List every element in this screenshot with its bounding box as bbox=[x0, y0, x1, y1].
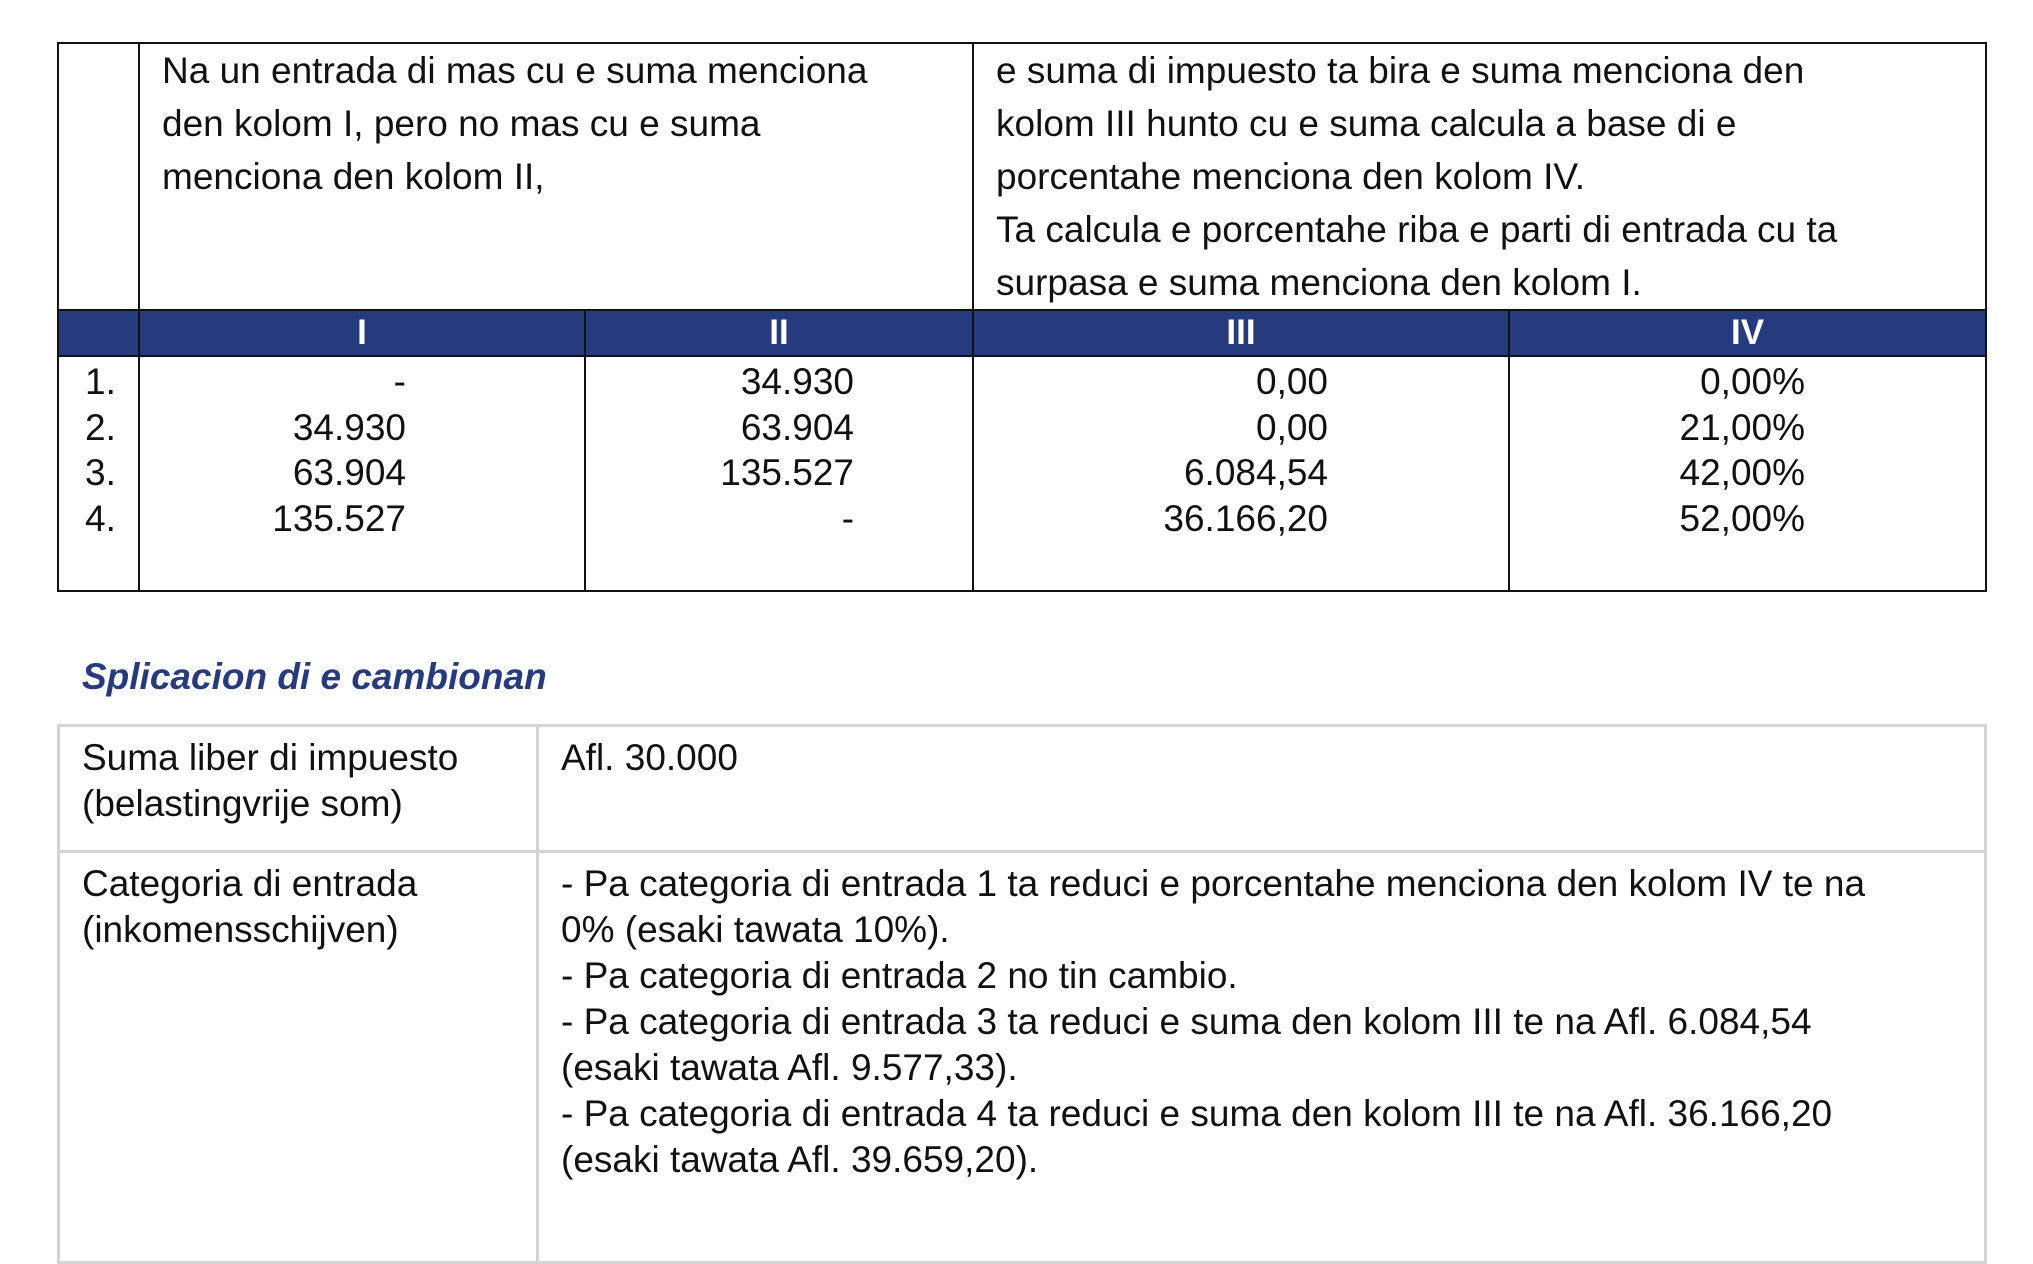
cell-value: 135.527 bbox=[272, 497, 406, 539]
changes-table bbox=[57, 724, 1987, 1264]
row-label: Suma liber di impuesto (belastingvrije som) bbox=[59, 726, 538, 852]
cell-value: 63.904 bbox=[292, 452, 406, 493]
row-label: Categoria di entrada (inkomensschijven) bbox=[59, 852, 538, 1263]
header-blank bbox=[58, 310, 139, 356]
tax-free-amount-row bbox=[59, 726, 1986, 852]
cell-value: - bbox=[841, 497, 855, 539]
header-col-2: II bbox=[585, 310, 973, 356]
column-3-values bbox=[973, 356, 1509, 591]
row-number: 3. bbox=[85, 452, 116, 493]
row-number: 1. bbox=[85, 361, 116, 402]
cell-value: 52,00% bbox=[1679, 497, 1806, 539]
column-header-row bbox=[58, 310, 1986, 356]
cell-value: 36.166,20 bbox=[1163, 497, 1329, 539]
cell-value: 6.084,54 bbox=[1183, 452, 1329, 493]
cell-value: 34.930 bbox=[740, 361, 855, 402]
cell-value: 0,00 bbox=[1256, 361, 1329, 402]
column-1-values bbox=[139, 356, 585, 591]
section-heading: Splicacion di e cambionan bbox=[82, 656, 547, 697]
row-content: Afl. 30.000 bbox=[538, 726, 1986, 852]
cell-value: 63.904 bbox=[740, 406, 855, 448]
column-4-values bbox=[1509, 356, 1986, 591]
header-col-4: IV bbox=[1509, 310, 1986, 356]
cell-value: 0,00 bbox=[1256, 406, 1329, 448]
row-content: - Pa categoria di entrada 1 ta reduci e porcentahe menciona den kolom IV te na 0% (esaki tawata 10%). - Pa categoria di entrada 2 no tin cambio. - Pa categoria di entrada 3 ta reduci e suma den kolom III te na Afl. 6.084,54 (esaki tawata Afl. 9.577,33). - Pa categoria di entrada 4 ta reduci e suma den kolom III te na Afl. 36.166,20 (esaki tawata Afl. 39.659,20). bbox=[538, 852, 1986, 1263]
row-number: 2. bbox=[85, 406, 116, 448]
cell-value: 21,00% bbox=[1679, 406, 1806, 448]
description-right: e suma di impuesto ta bira e suma menciona den kolom III hunto cu e suma calcula a base di e porcentahe menciona den kolom IV. Ta calcula e porcentahe riba e parti di entrada cu ta surpasa e suma menciona den kolom I. bbox=[973, 43, 1986, 310]
cell-value: 0,00% bbox=[1700, 361, 1806, 402]
cell-value: 135.527 bbox=[720, 452, 855, 493]
data-row bbox=[58, 356, 1986, 591]
cell-value: 34.930 bbox=[292, 406, 406, 448]
empty-number-cell bbox=[58, 43, 139, 310]
column-2-values bbox=[585, 356, 973, 591]
income-brackets-row bbox=[59, 852, 1986, 1263]
cell-value: 42,00% bbox=[1679, 452, 1806, 493]
description-left: Na un entrada di mas cu e suma menciona den kolom I, pero no mas cu e suma menciona den kolom II, bbox=[139, 43, 973, 310]
row-numbers bbox=[58, 356, 139, 591]
tax-bracket-table bbox=[57, 42, 1987, 592]
header-col-3: III bbox=[973, 310, 1509, 356]
description-row bbox=[58, 43, 1986, 310]
row-number: 4. bbox=[85, 497, 116, 539]
cell-value: - bbox=[393, 361, 406, 402]
header-col-1: I bbox=[139, 310, 585, 356]
